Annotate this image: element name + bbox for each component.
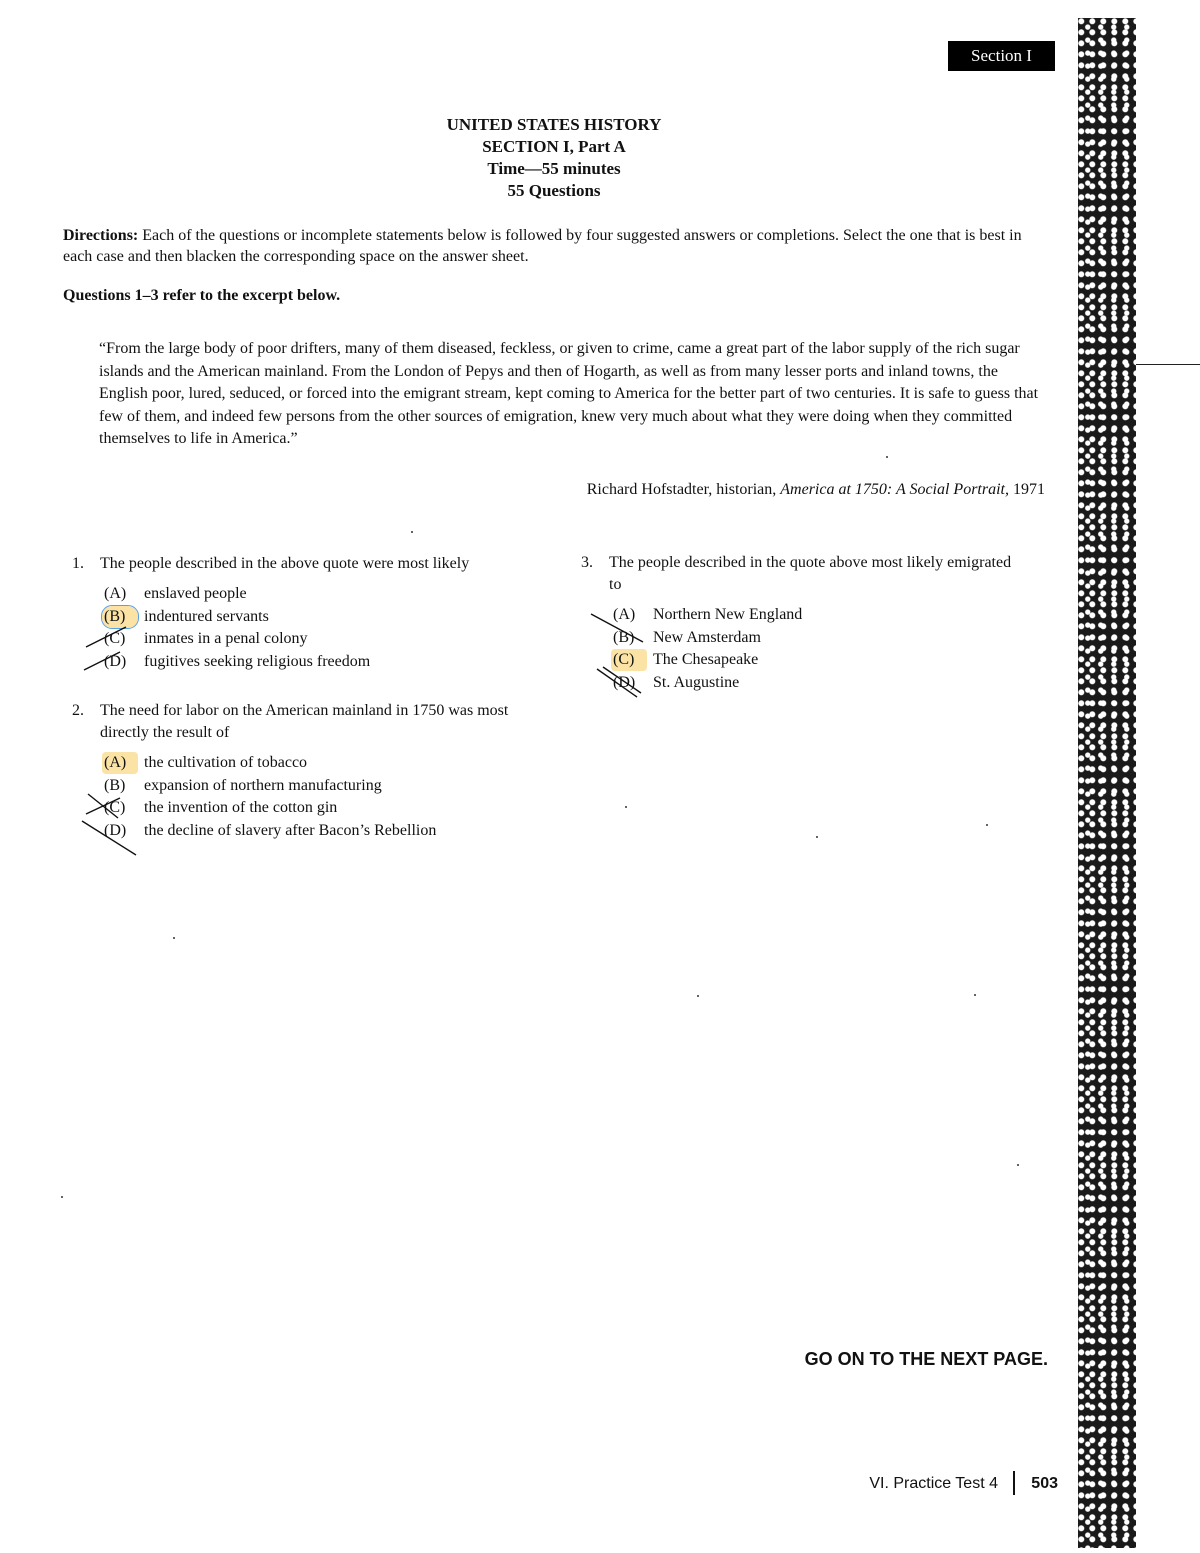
option-text: the invention of the cotton gin	[144, 799, 338, 816]
excerpt-quote: “From the large body of poor drifters, many of them diseased, feckless, or given to crime, came a great part of the labor supply of the rich sugar islands and the American mainland. From the London of Pepys and then of Hogarth, as well as from many lesser ports and inland towns, the English poor, lured, seduced, or forced into the emigrant stream, kept coming to America for the better part of two centuries. It is safe to guess that few of them, and indeed few persons from the other sources of emigration, knew very much about what they were doing when they committed themselves to life in America.”	[99, 340, 1039, 447]
answer-option[interactable]	[575, 604, 1015, 627]
question-stem	[575, 552, 1015, 596]
question-2	[66, 700, 546, 842]
answer-option-crossed[interactable]	[575, 627, 1015, 650]
edge-tick-mark	[1136, 364, 1200, 365]
question-text: The people described in the above quote were most likely	[100, 555, 470, 572]
questions-intro: Questions 1–3 refer to the excerpt below.	[63, 287, 341, 304]
page-edge-strip	[1078, 18, 1136, 1548]
scan-speck	[411, 531, 413, 533]
answer-option-selected[interactable]	[575, 649, 1015, 672]
option-letter: (C)	[104, 630, 126, 647]
scan-speck	[886, 456, 888, 458]
question-text: The need for labor on the American mainland in 1750 was most directly the result of	[100, 702, 509, 741]
option-text: fugitives seeking religious freedom	[144, 652, 371, 670]
answer-option-crossed[interactable]	[66, 628, 546, 651]
option-text: indentured servants	[144, 607, 269, 625]
option-letter-highlighted: (C)	[611, 649, 647, 671]
option-letter: (A)	[613, 606, 636, 623]
option-text: The Chesapeake	[653, 651, 759, 668]
citation-year: 1971	[1013, 481, 1045, 498]
directions	[63, 225, 1048, 267]
directions-label: Directions:	[63, 227, 139, 244]
answer-option[interactable]	[66, 583, 546, 606]
section-badge: Section I	[948, 41, 1055, 71]
option-text: inmates in a penal colony	[144, 630, 308, 647]
heading-subject: UNITED STATES HISTORY	[446, 115, 662, 134]
option-letter: (D)	[613, 673, 636, 691]
scan-speck	[986, 824, 988, 826]
option-text: the decline of slavery after Bacon’s Rebellion	[144, 821, 437, 839]
question-1	[66, 553, 546, 673]
citation-work: America at 1750: A Social Portrait,	[780, 481, 1009, 498]
question-3	[575, 552, 1015, 694]
answer-option-crossed[interactable]	[575, 672, 1015, 695]
go-to-next-page-notice: GO ON TO THE NEXT PAGE.	[804, 1349, 1048, 1369]
option-text: St. Augustine	[653, 673, 740, 691]
citation-author: Richard Hofstadter, historian,	[586, 481, 777, 498]
page-footer	[820, 1470, 1058, 1496]
test-heading	[300, 114, 808, 202]
option-letter-highlighted: (A)	[102, 752, 138, 774]
question-stem	[66, 700, 546, 744]
option-text: expansion of northern manufacturing	[144, 776, 382, 794]
option-text: New Amsterdam	[653, 628, 761, 646]
question-number: 3.	[581, 554, 593, 571]
answer-option[interactable]	[66, 775, 546, 798]
answer-option-selected[interactable]	[66, 606, 546, 629]
heading-question-count: 55 Questions	[507, 181, 601, 200]
scan-speck	[61, 1196, 63, 1198]
option-letter-highlighted: (B)	[102, 606, 138, 628]
scan-speck	[697, 995, 699, 997]
scan-speck	[974, 994, 976, 996]
option-text: Northern New England	[653, 606, 803, 623]
option-text: enslaved people	[144, 585, 247, 602]
scan-speck	[173, 937, 175, 939]
scan-speck	[1017, 1164, 1019, 1166]
question-number: 2.	[72, 702, 84, 719]
footer-divider	[1013, 1471, 1015, 1495]
heading-section: SECTION I, Part A	[482, 137, 626, 156]
option-letter: (A)	[104, 585, 127, 602]
heading-time: Time—55 minutes	[487, 159, 621, 178]
answer-option-crossed[interactable]	[66, 797, 546, 820]
answer-option-crossed[interactable]	[66, 820, 546, 843]
option-letter: (C)	[104, 799, 126, 816]
option-letter: (B)	[104, 776, 126, 794]
answer-option-selected[interactable]	[66, 752, 546, 775]
question-text: The people described in the quote above most likely emigrated to	[609, 554, 1012, 593]
excerpt-citation	[400, 481, 1045, 499]
option-letter: (D)	[104, 821, 127, 839]
page-number: 503	[1031, 1475, 1058, 1492]
option-letter: (D)	[104, 652, 127, 670]
scan-speck	[816, 836, 818, 838]
directions-text: Each of the questions or incomplete statements below is followed by four suggested answers or completions. Select the one that is best in each case and then blacken the corresponding space on the answer sheet.	[63, 227, 1022, 265]
option-letter: (B)	[613, 628, 635, 646]
option-text: the cultivation of tobacco	[144, 754, 308, 771]
answer-option-crossed[interactable]	[66, 651, 546, 674]
scan-speck	[625, 806, 627, 808]
footer-test-label: VI. Practice Test 4	[869, 1475, 998, 1492]
question-stem	[66, 553, 546, 575]
question-number: 1.	[72, 555, 84, 572]
